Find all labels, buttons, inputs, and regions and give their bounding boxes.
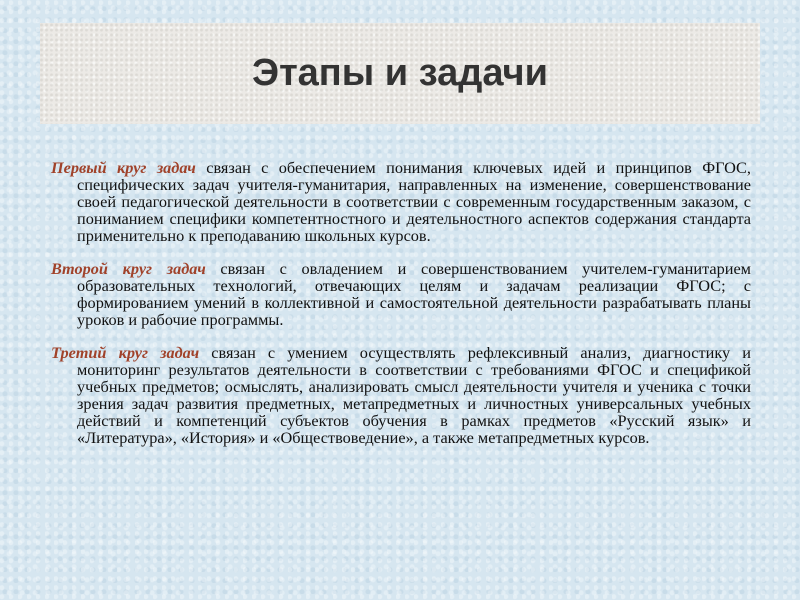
paragraph-third [51,344,751,446]
slide-body [51,159,751,462]
paragraph-second [51,260,751,328]
paragraph-text: связан с обеспечением понимания ключевых идей и принципов ФГОС, специфических задач учителя-гуманитария, направленных на изменение, совершенствование своей педагогической деятельности в соответствии с современным государственным заказом, с пониманием специфики компетентностного и деятельностного аспектов содержания стандарта применительно к преподаванию школьных курсов. [77,158,751,245]
paragraph-first [51,159,751,244]
paragraph-lead: Второй круг задач [51,259,206,278]
paragraph-text: связан с умением осуществлять рефлексивный анализ, диагностику и мониторинг результатов деятельности в соответствии с требованиями ФГОС и спецификой учебных предметов; осмыслять, анализировать смысл деятельности учителя и ученика с точки зрения задач развития предметных, метапредметных и личностных универсальных учебных действий и компетенций субъектов обучения в рамках предметов «Русский язык» и «Литература», «История» и «Обществоведение», а также метапредметных курсов. [77,343,751,447]
slide-title: Этапы и задачи [252,52,548,94]
paragraph-lead: Первый круг задач [51,158,196,177]
paragraph-text: связан с овладением и совершенствованием учителем-гуманитарием образовательных технологий, отвечающих целям и задачам реализации ФГОС; с формированием умений в коллективной и самостоятельной деятельности разрабатывать планы уроков и рабочие программы. [77,259,751,329]
title-banner [40,23,760,124]
paragraph-lead: Третий круг задач [51,343,200,362]
